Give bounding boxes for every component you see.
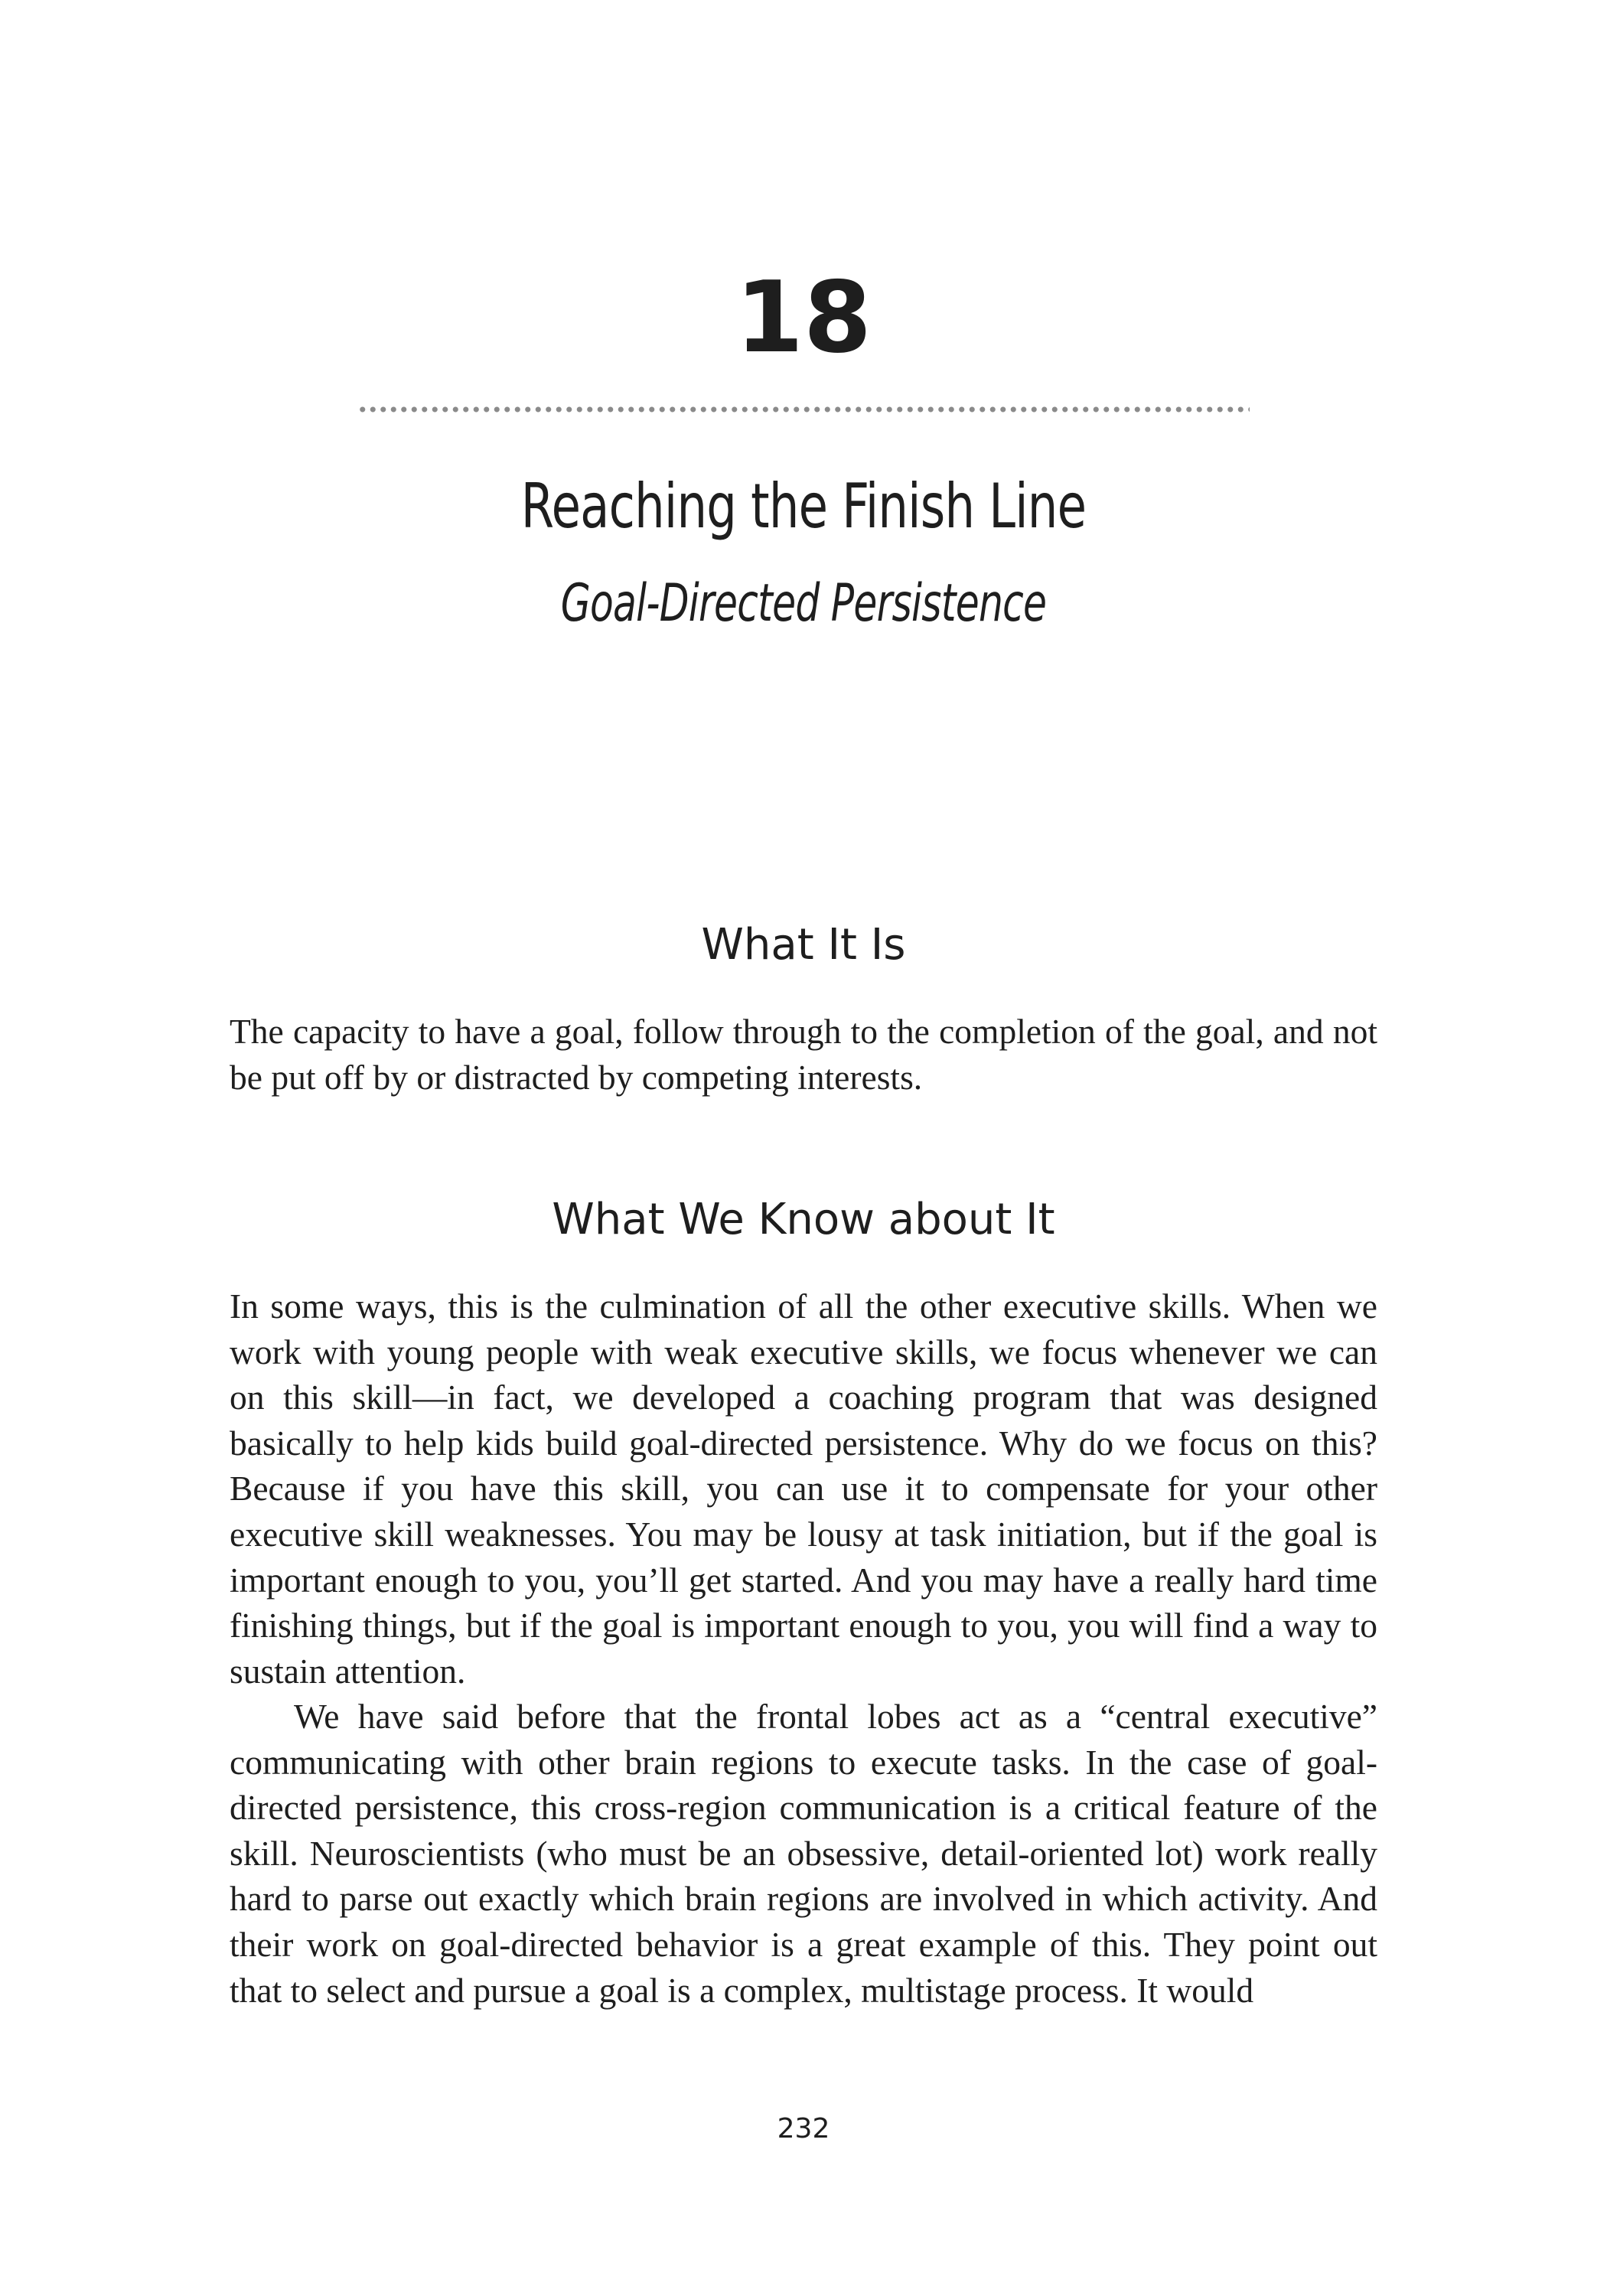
section-heading: What It Is — [701, 920, 906, 970]
page-number: 232 — [777, 2113, 830, 2144]
chapter-number: 18 — [735, 261, 872, 375]
chapter-subtitle: Goal-Directed Persistence — [560, 573, 1047, 634]
body-paragraph: We have said before that the frontal lobes act as a “central executive” communicating with other brain regions to execute tasks. In the case of goal-directed persistence, this cross-region communication is a critical feature of the skill. Neuroscientists (who must be an obsessive, detail-oriented lot) work really hard to parse out exactly which brain regions are involved in which activity. And their work on goal-directed behavior is a great example of this. They point out that to select and pursue a goal is a complex, multistage process. It would — [230, 1697, 1377, 2010]
body-paragraph: The capacity to have a goal, follow through to the completion of the goal, and not be put off by or distracted by competing interests. — [230, 1012, 1377, 1097]
chapter-title: Reaching the Finish Line — [520, 471, 1087, 542]
section-heading: What We Know about It — [552, 1195, 1055, 1244]
dotted-divider — [357, 406, 1250, 413]
body-paragraph: In some ways, this is the culmination of all the other executive skills. When we work with young people with weak executive skills, we focus whenever we can on this skill—in fact, we developed a coaching program that was designed basically to help kids build goal-directed persistence. Why do we focus on this? Because if you have this skill, you can use it to compensate for your other executive skill weaknesses. You may be lousy at task initiation, but if the goal is important enough to you, you’ll get started. And you may have a really hard time finishing things, but if the goal is important enough to you, you will find a way to sustain attention. — [230, 1287, 1377, 1691]
